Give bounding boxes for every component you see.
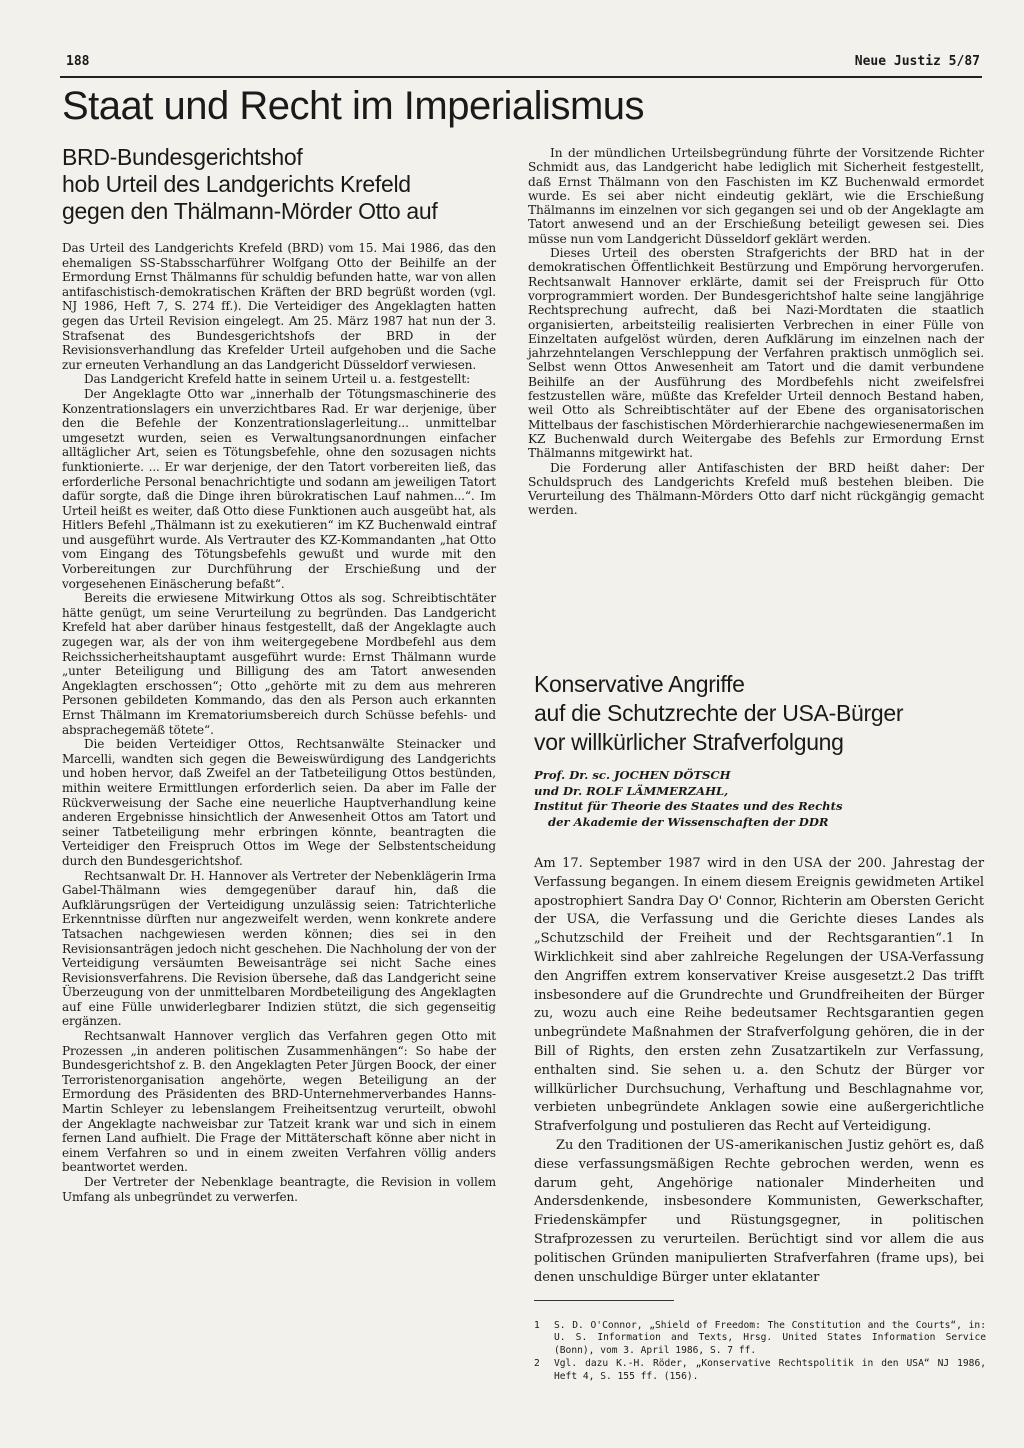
author-line: Prof. Dr. sc. JOCHEN DÖTSCH (534, 768, 731, 782)
paragraph: Rechtsanwalt Dr. H. Hannover als Vertreter der Nebenklägerin Irma Gabel-Thälmann wies demgegenüber darauf hin, daß die Aufklärungsrügen der Verteidigung unzulässig seien: Tatrichterliche Erkenntnisse dürften nur angezweifelt werden, wenn konkrete andere Tatsachen nachgewiesen werden können; dies sei in den Revisionsanträgen jedoch nicht geschehen. Die Nachholung der von der Verteidigung versäumten Beweisanträge sei nicht Sache eines Revisionsverfahrens. Die Revision übersehe, daß das Landgericht seine Überzeugung von der unmittelbaren Mordbeteiligung des Angeklagten auf eine Fülle unwiderlegbarer Indizien stützt, die sich gegenseitig ergänzen. (62, 868, 496, 1029)
paragraph: Die beiden Verteidiger Ottos, Rechtsanwälte Steinacker und Marcelli, wandten sich gegen die Beweiswürdigung des Landgerichts und hoben hervor, daß Zweifel an der Tatbeteiligung Ottos bestünden, mithin weitere Ermittlungen erforderlich seien. Da aber im Falle der Rückverweisung der Sache eine neuerliche Hauptverhandlung keine anderen Ergebnisse hinsichtlich der Anwesenheit Ottos am Tatort und seiner Tatbeteiligung mehr erbringen könnte, beantragten die Verteidiger den Freispruch Ottos im Wege der Selbstentscheidung durch den Bundesgerichtshof. (62, 737, 496, 868)
article1-body-right (528, 146, 984, 518)
header-rule (60, 76, 982, 78)
footnote (534, 1320, 986, 1357)
footnote (534, 1358, 986, 1383)
paragraph: Das Landgericht Krefeld hatte in seinem Urteil u. a. festgestellt: (84, 372, 471, 387)
article1-right-column (528, 146, 984, 518)
section-title: Staat und Recht im Imperialismus (62, 84, 645, 128)
article2-title-line: Konservative Angriffe (534, 671, 745, 697)
paragraph: Das Urteil des Landgerichts Krefeld (BRD) vom 15. Mai 1986, das den ehemaligen SS-Stabsscharführer Wolfgang Otto der Beihilfe an der Ermordung Ernst Thälmanns für schuldig befunden hatte, war von allen antifaschistisch-demokratischen Kräften der BRD begrüßt worden (vgl. NJ 1986, Heft 7, S. 274 ff.). Die Verteidiger des Angeklagten hatten gegen das Urteil Revision eingelegt. Am 25. März 1987 hat nun der 3. Strafsenat des Bundesgerichtshofs der BRD in der Revisionsverhandlung das Krefelder Urteil aufgehoben und die Sache zur erneuten Verhandlung an das Landgericht Düsseldorf verwiesen. (62, 241, 496, 372)
author-affiliation: der Akademie der Wissenschaften der DDR (548, 814, 829, 829)
article1-title-line: BRD-Bundesgerichtshof (62, 144, 303, 170)
article2-title-line: vor willkürlicher Strafverfolgung (534, 729, 844, 755)
footnotes (534, 1320, 986, 1384)
author-line: und Dr. ROLF LÄMMERZAHL, (534, 783, 729, 798)
paragraph: Dieses Urteil des obersten Strafgerichts der BRD hat in der demokratischen Öffentlichkeit Bestürzung und Empörung hervorgerufen. Rechtsanwalt Hannover erklärte, damit sei der Freispruch für Otto vorprogrammiert worden. Der Bundesgerichtshof halte seine langjährige Rechtsprechung aufrecht, daß bei Nazi-Mordtaten die staatlich organisierten, arbeitsteilig realisierten Verbrechen in einer Fülle von Einzeltaten aufgelöst würden, deren Aufklärung im einzelnen nach der jahrzehntelangen Verschleppung der Verfahren praktisch unmöglich sei. Selbst wenn Ottos Anwesenheit am Tatort und die damit verbundene Beihilfe an der Ausführung des Mordbefehls nicht zweifelsfrei festzustellen wäre, müßte das Krefelder Urteil dennoch Bestand haben, weil Otto als Schreibtischtäter auf der Ebene des organisatorischen Mittelbaus der faschistischen Mörderhierarchie nachgewiesenermaßen im KZ Buchenwald durch Weitergabe des Befehls zur Ermordung Ernst Thälmanns mitgewirkt hat. (528, 246, 984, 461)
article1-title-line: hob Urteil des Landgerichts Krefeld (62, 171, 411, 197)
paragraph: Rechtsanwalt Hannover verglich das Verfahren gegen Otto mit Prozessen „in anderen politischen Zusammenhängen“: So habe der Bundesgerichtshof z. B. den Angeklagten Peter Jürgen Boock, der einer Terroristenorganisation angehörte, wegen Beteiligung an der Ermordung des Präsidenten des BRD-Unternehmerverbandes Hanns-Martin Schleyer zu lebenslangem Freiheitsentzug verurteilt, obwohl der Angeklagte nachweisbar zur Tatzeit krank war und sich in einem fernen Land aufhielt. Die Frage der Mittäterschaft könne aber nicht in einem Verfahren so und in einem zweiten Verfahren völlig anders beantwortet werden. (62, 1029, 496, 1175)
footnote-text: Vgl. dazu K.-H. Röder, „Konservative Rechtspolitik in den USA“ NJ 1986, Heft 4, S. 155 ff. (156). (554, 1358, 986, 1382)
paragraph: Der Angeklagte Otto war „innerhalb der Tötungsmaschinerie des Konzentrationslagers ein unverzichtbares Rad. Er war derjenige, über den die Befehle der Konzentrationslagerleitung... unmittelbar umgesetzt wurden, seien es Verwaltungsanordnungen einfacher alltäglicher Art, seien es Tötungsbefehle, ohne den sozusagen nichts funktionierte. ... Er war derjenige, der den Tatort vorbereiten ließ, das erforderliche Personal benachrichtigte und sodann am jeweiligen Tatort dafür sorgte, daß die Dinge ihren bürokratischen Lauf nahmen...“. Im Urteil heißt es weiter, daß Otto diese Funktionen auch ausgeübt hat, als Hitlers Befehl „Thälmann ist zu exekutieren“ im KZ Buchenwald eintraf und ausgeführt wurde. Als Vertrauter des KZ-Kommandanten „hat Otto vom Eingang des Tötungsbefehls gewußt und wurde mit den Vorbereitungen zur Durchführung der Erschießung und der vorgesehenen Einäscherung befaßt“. (62, 386, 496, 591)
article2-heading (534, 670, 994, 773)
article2-title-line: auf die Schutzrechte der USA-Bürger (534, 700, 904, 726)
article1-title (62, 144, 496, 225)
page-number: 188 (66, 54, 90, 69)
paragraph: Die Forderung aller Antifaschisten der BRD heißt daher: Der Schuldspruch des Landgerichts Krefeld muß bestehen bleiben. Die Verurteilung des Thälmann-Mörders Otto darf nicht rückgängig gemacht werden. (528, 460, 984, 518)
journal-issue: Neue Justiz 5/87 (854, 54, 980, 69)
paragraph: Zu den Traditionen der US-amerikanischen Justiz gehört es, daß diese verfassungsmäßigen Rechte gebrochen werden, wenn es darum geht, Angehörige nationaler Minderheiten und Andersdenkende, insbesondere Kommunisten, Gewerkschafter, Friedenskämpfer und Rüstungsgegner, in politischen Strafprozessen zu verurteilen. Berüchtigt sind vor allem die aus politischen Gründen manipulierten Strafverfahren (frame ups), bei denen unschuldige Bürger unter eklatanter (534, 1137, 984, 1285)
footnote-text: S. D. O'Connor, „Shield of Freedom: The Constitution and the Courts“, in: U. S. Information and Texts, Hrsg. United States Information Service (Bonn), vom 3. April 1986, S. 7 ff. (554, 1320, 986, 1356)
article1-title-line: gegen den Thälmann-Mörder Otto auf (62, 198, 438, 224)
paragraph: Bereits die erwiesene Mitwirkung Ottos als sog. Schreibtischtäter hätte genügt, um seine Verurteilung zu begründen. Das Landgericht Krefeld hat aber darüber hinaus festgestellt, daß der Angeklagte auch zugegen war, als der von ihm weitergegebene Mordbefehl aus dem Reichssicherheitshauptamt ausgeführt wurde: Ernst Thälmann wurde „unter Beteiligung und Billigung des am Tatort anwesenden Angeklagten erschossen“; Otto „gehörte mit zu dem aus mehreren Personen gebildeten Kommando, das den als Person auch erkannten Ernst Thälmann im Krematoriumsbereich durch Schüsse befehls- und absprachegemäß tötete“. (62, 591, 496, 737)
paragraph: In der mündlichen Urteilsbegründung führte der Vorsitzende Richter Schmidt aus, das Landgericht habe lediglich mit Sicherheit festgestellt, daß Ernst Thälmann von den Faschisten im KZ Buchenwald ermordet wurde. Es sei aber nicht eindeutig geklärt, wie die Erschießung Thälmanns im einzelnen vor sich gegangen sei und ob der Angeklagte am Tatort anwesend und an der Erschießung beteiligt gewesen sei. Dies müsse nun vom Landgericht Düsseldorf geklärt werden. (528, 146, 984, 246)
article1-left-column (62, 144, 496, 1204)
article2-body (534, 855, 984, 1287)
article2-authors (534, 768, 994, 830)
footnote-number: 1 (534, 1320, 540, 1331)
article1-body-left (62, 241, 496, 1204)
paragraph: Am 17. September 1987 wird in den USA der 200. Jahrestag der Verfassung begangen. In einem diesem Ereignis gewidmeten Artikel apostrophiert Sandra Day O' Connor, Richterin am Obersten Gericht der USA, die Verfassung und die Gerichte dieses Landes als „Schutzschild der Freiheit und der Rechtsgarantien“.1 In Wirklichkeit sind aber zahlreiche Regelungen der USA-Verfassung den Angriffen extrem konservativer Kreise ausgesetzt.2 Das trifft insbesondere auf die Grundrechte und Grundfreiheiten der Bürger zu, wozu auch eine Reihe bedeutsamer Rechtsgarantien gegen unbegründete Maßnahmen der Strafverfolgung gehören, die in der Bill of Rights, den ersten zehn Zusatzartikeln zur Verfassung, enthalten sind. Sie sehen u. a. den Schutz der Bürger vor willkürlicher Durchsuchung, Verhaftung und Beschlagnahme vor, verbieten unbegründete Anklagen sowie eine außergerichtliche Strafverfolgung und postulieren das Recht auf Verteidigung. (534, 856, 984, 1135)
footnote-rule (534, 1300, 674, 1301)
paragraph: Der Vertreter der Nebenklage beantragte, die Revision in vollem Umfang als unbegründet zu verwerfen. (62, 1175, 496, 1204)
author-affiliation: Institut für Theorie des Staates und des Rechts (534, 799, 843, 814)
article2-title (534, 670, 994, 757)
footnote-number: 2 (534, 1358, 540, 1370)
